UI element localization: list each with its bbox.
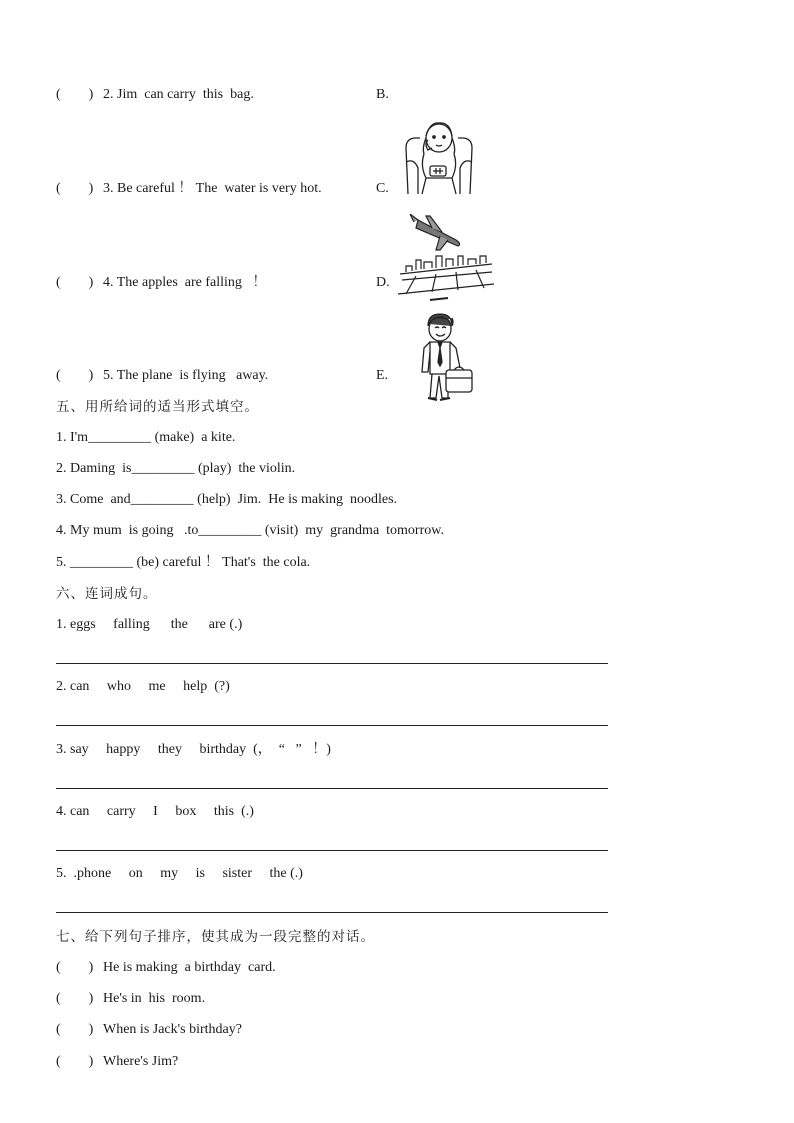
- word-order-item: 1. eggs falling the are (.): [56, 617, 243, 632]
- answer-blank[interactable]: ( ): [56, 181, 94, 196]
- answer-blank[interactable]: ( ): [56, 991, 94, 1006]
- answer-blank[interactable]: ( ): [56, 368, 94, 383]
- matching-sentence: 5. The plane is flying away.: [103, 368, 269, 383]
- option-letter: C.: [376, 181, 389, 196]
- answer-blank[interactable]: ( ): [56, 960, 94, 975]
- answer-blank[interactable]: ( ): [56, 1054, 94, 1069]
- option-letter: D.: [376, 275, 390, 290]
- answer-blank[interactable]: ( ): [56, 1022, 94, 1037]
- fill-in-item[interactable]: 2. Daming is_________ (play) the violin.: [56, 461, 296, 476]
- fill-in-item[interactable]: 5. _________ (be) careful ！ That's the cola.: [56, 555, 311, 570]
- fill-in-item[interactable]: 4. My mum is going .to_________ (visit) my grandma tomorrow.: [56, 523, 444, 538]
- word-order-item: 5. .phone on my is sister the (.): [56, 866, 303, 881]
- matching-sentence: 2. Jim can carry this bag.: [103, 87, 254, 102]
- answer-blank[interactable]: ( ): [56, 275, 94, 290]
- word-order-item: 4. can carry I box this (.): [56, 804, 254, 819]
- answer-line[interactable]: [56, 912, 608, 913]
- word-order-item: 3. say happy they birthday (， “ ” ！): [56, 742, 331, 757]
- answer-line[interactable]: [56, 788, 608, 789]
- airplane-over-city-picture: [396, 214, 496, 302]
- answer-blank[interactable]: ( ): [56, 87, 94, 102]
- word-order-item: 2. can who me help (?): [56, 679, 230, 694]
- fill-in-item[interactable]: 3. Come and_________ (help) Jim. He is making noodles.: [56, 492, 398, 507]
- dialogue-sentence: When is Jack's birthday?: [103, 1022, 242, 1037]
- answer-line[interactable]: [56, 663, 608, 664]
- dialogue-sentence: He's in his room.: [103, 991, 206, 1006]
- option-letter: E.: [376, 368, 389, 383]
- dialogue-sentence: He is making a birthday card.: [103, 960, 276, 975]
- answer-line[interactable]: [56, 850, 608, 851]
- matching-sentence: 3. Be careful ！ The water is very hot.: [103, 181, 322, 196]
- dialogue-sentence: Where's Jim?: [103, 1054, 179, 1069]
- section-heading: 五、用所给词的适当形式填空。: [56, 399, 259, 415]
- fill-in-item[interactable]: 1. I'm_________ (make) a kite.: [56, 430, 236, 445]
- section-heading: 六、连词成句。: [56, 586, 158, 602]
- answer-line[interactable]: [56, 725, 608, 726]
- girl-on-phone-picture: [402, 118, 476, 196]
- man-with-briefcase-picture: [416, 312, 476, 404]
- option-letter: B.: [376, 87, 389, 102]
- matching-sentence: 4. The apples are falling ！: [103, 275, 267, 290]
- section-heading: 七、给下列句子排序，使其成为一段完整的对话。: [56, 929, 375, 945]
